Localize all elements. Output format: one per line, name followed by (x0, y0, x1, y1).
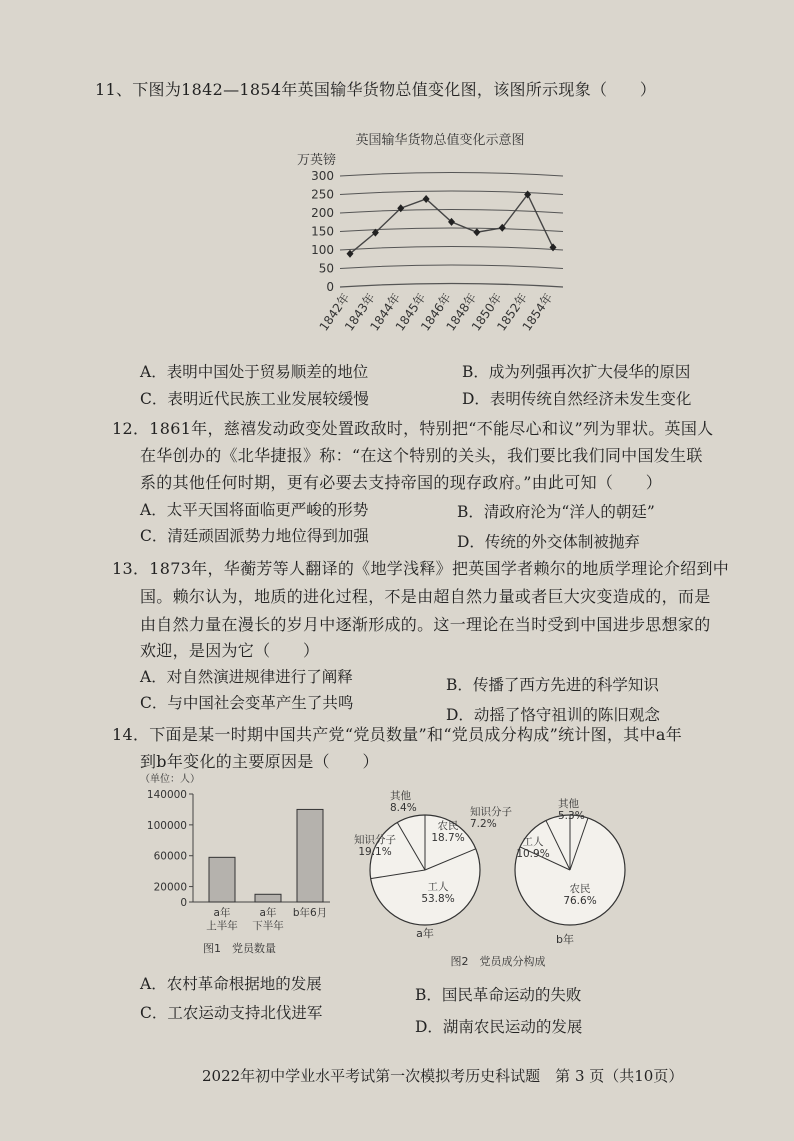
x-tick-label: 1852年 (494, 290, 531, 334)
line-chart-xticks (316, 290, 556, 333)
pie-slice-label: 知识分子 (470, 806, 512, 818)
y-tick-label: 20000 (153, 881, 187, 894)
bar (209, 857, 235, 902)
data-point (550, 243, 557, 251)
line-chart-grid (340, 173, 563, 288)
pie-slice-pct: 10.9% (516, 848, 550, 860)
bar (297, 809, 323, 902)
q13-option-b[interactable]: B．传播了西方先进的科学知识 (446, 676, 659, 694)
pie-chart-b (470, 797, 625, 946)
y-tick-label: 140000 (146, 789, 187, 801)
x-tick-label-line2: 下半年 (252, 920, 284, 932)
bar-chart-bars (209, 809, 323, 902)
y-tick-label: 0 (180, 897, 187, 909)
pie-title: b年 (556, 933, 574, 946)
y-tick-label: 0 (326, 280, 334, 294)
data-point (473, 228, 480, 236)
fig1-caption: 图1 党员数量 (203, 942, 276, 955)
pie-chart-a (354, 789, 480, 940)
x-tick-label: 1843年 (341, 290, 378, 334)
x-tick-label: 1854年 (519, 290, 556, 334)
member-bar-chart (125, 770, 350, 960)
q14-option-c[interactable]: C．工农运动支持北伐进军 (140, 1004, 323, 1022)
q12-line-2: 在华创办的《北华捷报》称：“在这个特别的关头，我们要比我们同中国发生联 (140, 446, 703, 465)
q13-option-c[interactable]: C．与中国社会变革产生了共鸣 (140, 694, 354, 712)
grid-line (340, 284, 563, 288)
x-tick-label: 1848年 (443, 290, 480, 334)
pie-slice-pct: 18.7% (431, 832, 465, 844)
q11-option-b[interactable]: B．成为列强再次扩大侵华的原因 (462, 363, 691, 381)
pie-slice-pct: 5.3% (558, 810, 585, 822)
pie-slice-label: 农民 (569, 883, 591, 895)
fig2-caption: 图2 党员成分构成 (450, 955, 546, 968)
q14-option-a[interactable]: A．农村革命根据地的发展 (140, 975, 322, 993)
y-tick-label: 100000 (146, 819, 187, 832)
q14-line-2: 到b年变化的主要原因是（ ） (140, 752, 379, 771)
grid-line (340, 173, 563, 177)
pie-slice-pct: 76.6% (563, 895, 597, 907)
q14-option-d[interactable]: D．湖南农民运动的发展 (415, 1018, 583, 1036)
line-chart-yticks (311, 169, 334, 294)
q13-option-a[interactable]: A．对自然演进规律进行了阐释 (140, 668, 353, 686)
q11-option-a[interactable]: A．表明中国处于贸易顺差的地位 (140, 363, 369, 381)
pie-slice-label: 其他 (390, 790, 411, 802)
x-tick-label: 1846年 (418, 290, 454, 334)
composition-pie-charts (354, 785, 660, 970)
y-tick-label: 250 (311, 187, 334, 202)
page-footer: 2022年初中学业水平考试第一次模拟考历史科试题 第 3 页（共10页） (202, 1067, 684, 1085)
q12-option-b[interactable]: B．清政府沦为“洋人的朝廷” (457, 503, 655, 521)
pie-slice-pct: 19.1% (358, 846, 392, 858)
q11-option-c[interactable]: C．表明近代民族工业发展较缓慢 (140, 390, 369, 408)
x-tick-label: b年6月 (292, 907, 328, 919)
bar-chart-xticks (206, 906, 327, 932)
x-tick-label: 1850年 (468, 290, 505, 334)
x-tick-label: 1844年 (367, 290, 404, 334)
line-chart-title: 英国输华货物总值变化示意图 (355, 133, 525, 148)
x-tick-label: a年 (213, 907, 231, 919)
q13-line-2: 国。赖尔认为，地质的进化过程，不是由超自然力量或者巨大灾变造成的，而是 (140, 587, 711, 606)
y-tick-label: 300 (311, 169, 334, 183)
y-tick-label: 100 (311, 243, 334, 257)
y-tick-label: 50 (318, 261, 334, 276)
q11-option-d[interactable]: D．表明传统自然经济未发生变化 (462, 390, 692, 408)
x-tick-label: 1845年 (392, 290, 429, 334)
y-tick-label: 200 (311, 206, 334, 220)
bar-chart-yticks (147, 789, 193, 909)
pie-slice-label: 工人 (427, 881, 449, 893)
pie-slice-pct: 53.8% (421, 893, 455, 905)
export-line-chart (285, 125, 585, 365)
q13-option-d[interactable]: D．动摇了恪守祖训的陈旧观念 (446, 706, 660, 724)
bar (255, 894, 281, 902)
x-tick-label-line2: 上半年 (206, 920, 238, 932)
pie-slice-pct: 8.4% (390, 802, 417, 814)
grid-line (340, 265, 563, 269)
pie-title: a年 (416, 927, 434, 940)
y-tick-label: 150 (311, 224, 334, 239)
y-tick-label: 60000 (153, 850, 187, 863)
q14-line-1: 14．下面是某一时期中国共产党“党员数量”和“党员成分构成”统计图，其中a年 (112, 725, 683, 744)
pie-slice-label: 其他 (558, 798, 579, 810)
q14-option-b[interactable]: B．国民革命运动的失败 (415, 986, 582, 1004)
q12-line-1: 12．1861年，慈禧发动政变处置政敌时，特别把“不能尽心和议”列为罪状。英国人 (112, 419, 714, 438)
q12-option-c[interactable]: C．清廷顽固派势力地位得到加强 (140, 527, 369, 545)
grid-line (340, 247, 563, 251)
q12-option-d[interactable]: D．传统的外交体制被抛弃 (457, 533, 640, 551)
grid-line (340, 210, 563, 214)
pie-slice-label: 农民 (437, 820, 459, 832)
pie-slice-label: 知识分子 (354, 834, 396, 846)
q13-line-3: 由自然力量在漫长的岁月中逐渐形成的。这一理论在当时受到中国进步思想家的 (140, 615, 711, 634)
q12-line-3: 系的其他任何时期，更有必要去支持帝国的现存政府。”由此可知（ ） (140, 473, 663, 492)
pie-slice-pct: 7.2% (470, 818, 497, 830)
q13-line-4: 欢迎，是因为它（ ） (140, 641, 320, 660)
q12-option-a[interactable]: A．太平天国将面临更严峻的形势 (140, 501, 369, 519)
bar-chart-ylabel: （单位：人） (140, 774, 200, 785)
q11-stem: 11、下图为1842—1854年英国输华货物总值变化图，该图所示现象（ ） (95, 80, 657, 99)
line-chart-ylabel: 万英镑 (297, 153, 337, 168)
x-tick-label: a年 (259, 907, 277, 919)
pie-slice-label: 工人 (522, 836, 544, 848)
q13-line-1: 13．1873年，华蘅芳等人翻译的《地学浅释》把英国学者赖尔的地质学理论介绍到中 (112, 559, 730, 578)
x-tick-label: 1842年 (316, 290, 353, 334)
